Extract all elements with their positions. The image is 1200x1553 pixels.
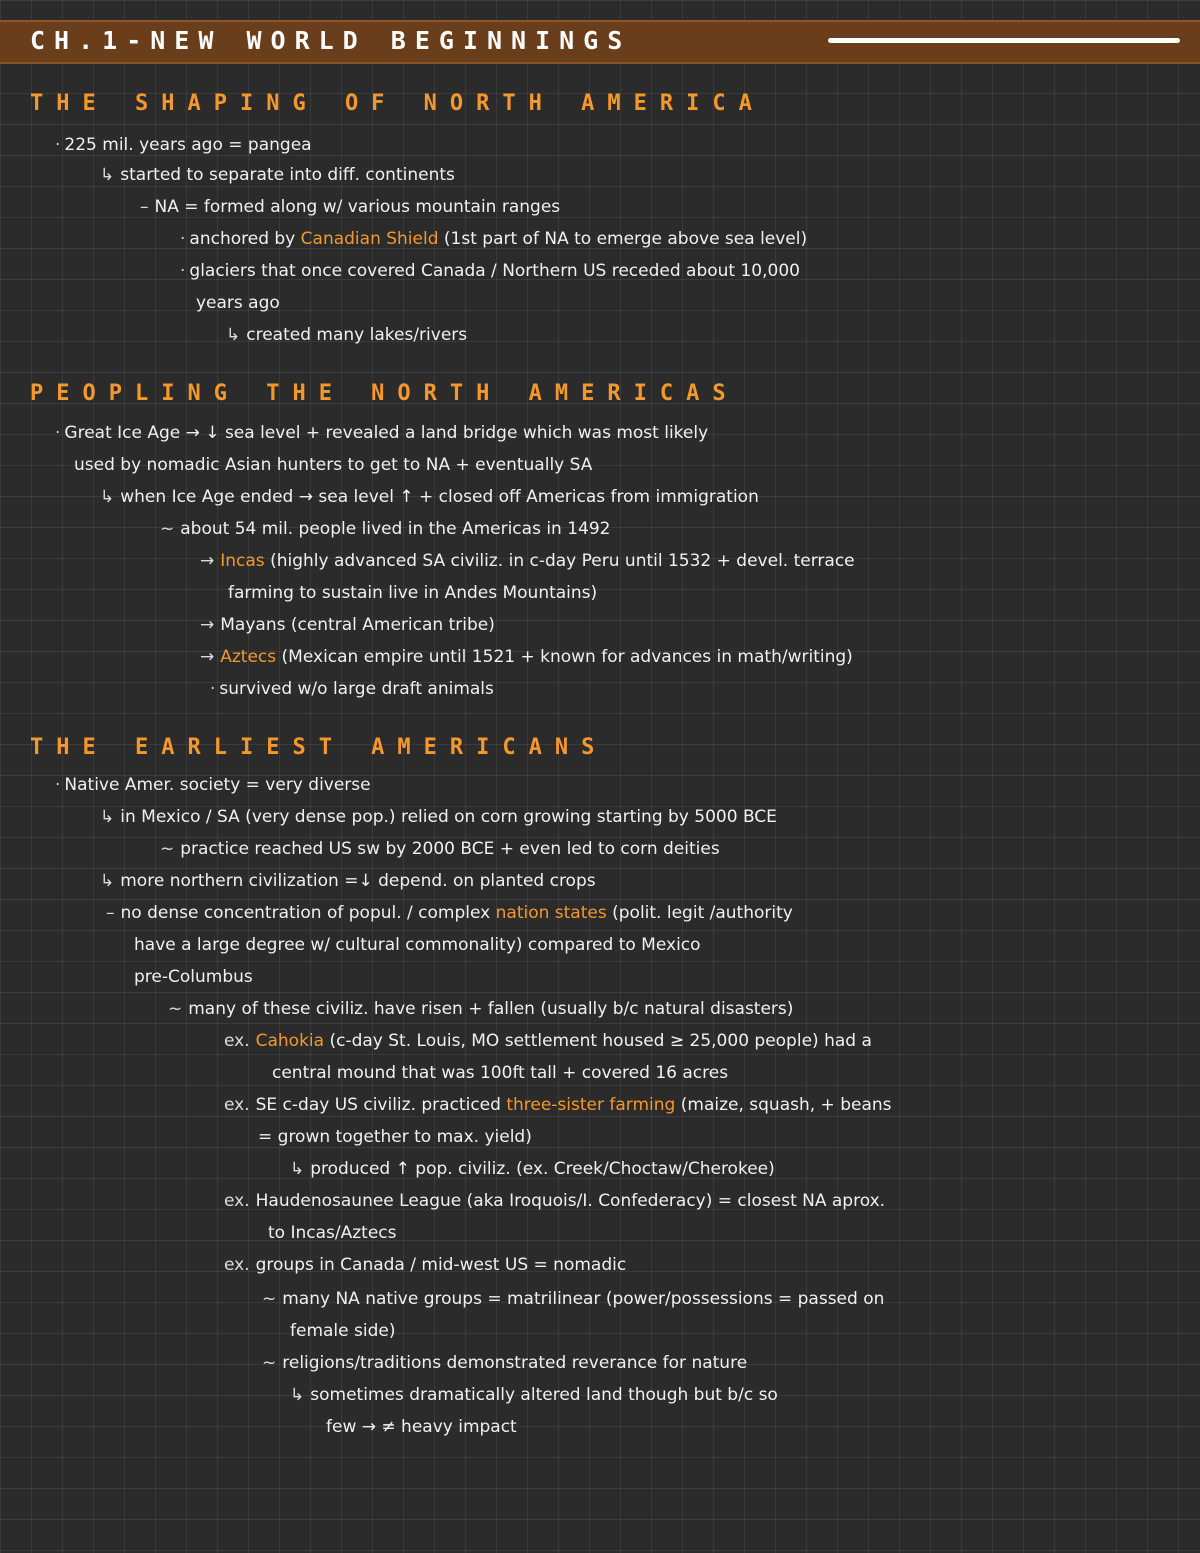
highlight-term: nation states (495, 903, 607, 923)
note-line: have a large degree w/ cultural commonality) compared to Mexico (134, 935, 701, 955)
note-line: ex. SE c-day US civiliz. practiced three-sister farming (maize, squash, + beans (224, 1095, 892, 1115)
page-title: CH.1-NEW WORLD BEGINNINGS (30, 26, 632, 55)
note-line: ~ many of these civiliz. have risen + fallen (usually b/c natural disasters) (168, 999, 794, 1019)
note-line: ↳ produced ↑ pop. civiliz. (ex. Creek/Choctaw/Cherokee) (290, 1159, 775, 1179)
note-line: ↳ sometimes dramatically altered land though but b/c so (290, 1385, 778, 1405)
note-line: · Native Amer. society = very diverse (55, 775, 371, 795)
note-line: · 225 mil. years ago = pangea (55, 135, 312, 155)
title-underline (828, 38, 1180, 43)
note-line: · survived w/o large draft animals (210, 679, 494, 699)
note-line: ex. Haudenosaunee League (aka Iroquois/I. Confederacy) = closest NA aprox. (224, 1191, 886, 1211)
highlight-term: Cahokia (255, 1031, 325, 1051)
note-line: farming to sustain live in Andes Mountains) (228, 583, 598, 603)
note-line: used by nomadic Asian hunters to get to NA + eventually SA (74, 455, 593, 475)
note-line: ↳ created many lakes/rivers (226, 325, 468, 345)
note-line: · glaciers that once covered Canada / Northern US receded about 10,000 (180, 261, 800, 281)
note-line: ~ many NA native groups = matrilinear (power/possessions = passed on (262, 1289, 885, 1309)
note-line: – no dense concentration of popul. / complex nation states (polit. legit /authority (106, 903, 793, 923)
note-line: ↳ started to separate into diff. continents (100, 165, 455, 185)
note-line: – NA = formed along w/ various mountain ranges (140, 197, 561, 217)
note-line: ↳ more northern civilization =↓ depend. on planted crops (100, 871, 596, 891)
note-line: → Aztecs (Mexican empire until 1521 + known for advances in math/writing) (200, 647, 853, 667)
note-line: ~ practice reached US sw by 2000 BCE + even led to corn deities (160, 839, 720, 859)
note-line: → Incas (highly advanced SA civiliz. in c-day Peru until 1532 + devel. terrace (200, 551, 855, 571)
note-line: ↳ when Ice Age ended → sea level ↑ + closed off Americas from immigration (100, 487, 759, 507)
note-line: ~ religions/traditions demonstrated reverance for nature (262, 1353, 748, 1373)
note-line: pre-Columbus (134, 967, 253, 987)
note-line: few → ≠ heavy impact (326, 1417, 517, 1437)
highlight-term: Canadian Shield (300, 229, 439, 249)
section-heading-shaping: THE SHAPING OF NORTH AMERICA (30, 91, 765, 116)
note-line: → Mayans (central American tribe) (200, 615, 495, 635)
note-line: = grown together to max. yield) (258, 1127, 532, 1147)
highlight-term: three-sister farming (506, 1095, 676, 1115)
highlight-term: Aztecs (220, 647, 277, 667)
note-line: years ago (196, 293, 280, 313)
note-line: ex. groups in Canada / mid-west US = nomadic (224, 1255, 627, 1275)
note-line: · anchored by Canadian Shield (1st part of NA to emerge above sea level) (180, 229, 808, 249)
note-line: ~ about 54 mil. people lived in the Americas in 1492 (160, 519, 611, 539)
section-heading-peopling: PEOPLING THE NORTH AMERICAS (30, 381, 739, 406)
highlight-term: Incas (220, 551, 265, 571)
section-heading-earliest: THE EARLIEST AMERICANS (30, 735, 608, 760)
note-line: to Incas/Aztecs (268, 1223, 397, 1243)
note-line: ↳ in Mexico / SA (very dense pop.) relied on corn growing starting by 5000 BCE (100, 807, 777, 827)
note-line: female side) (290, 1321, 396, 1341)
note-line: ex. Cahokia (c-day St. Louis, MO settlement housed ≥ 25,000 people) had a (224, 1031, 872, 1051)
note-line: central mound that was 100ft tall + covered 16 acres (272, 1063, 729, 1083)
note-line: · Great Ice Age → ↓ sea level + revealed a land bridge which was most likely (55, 423, 709, 443)
